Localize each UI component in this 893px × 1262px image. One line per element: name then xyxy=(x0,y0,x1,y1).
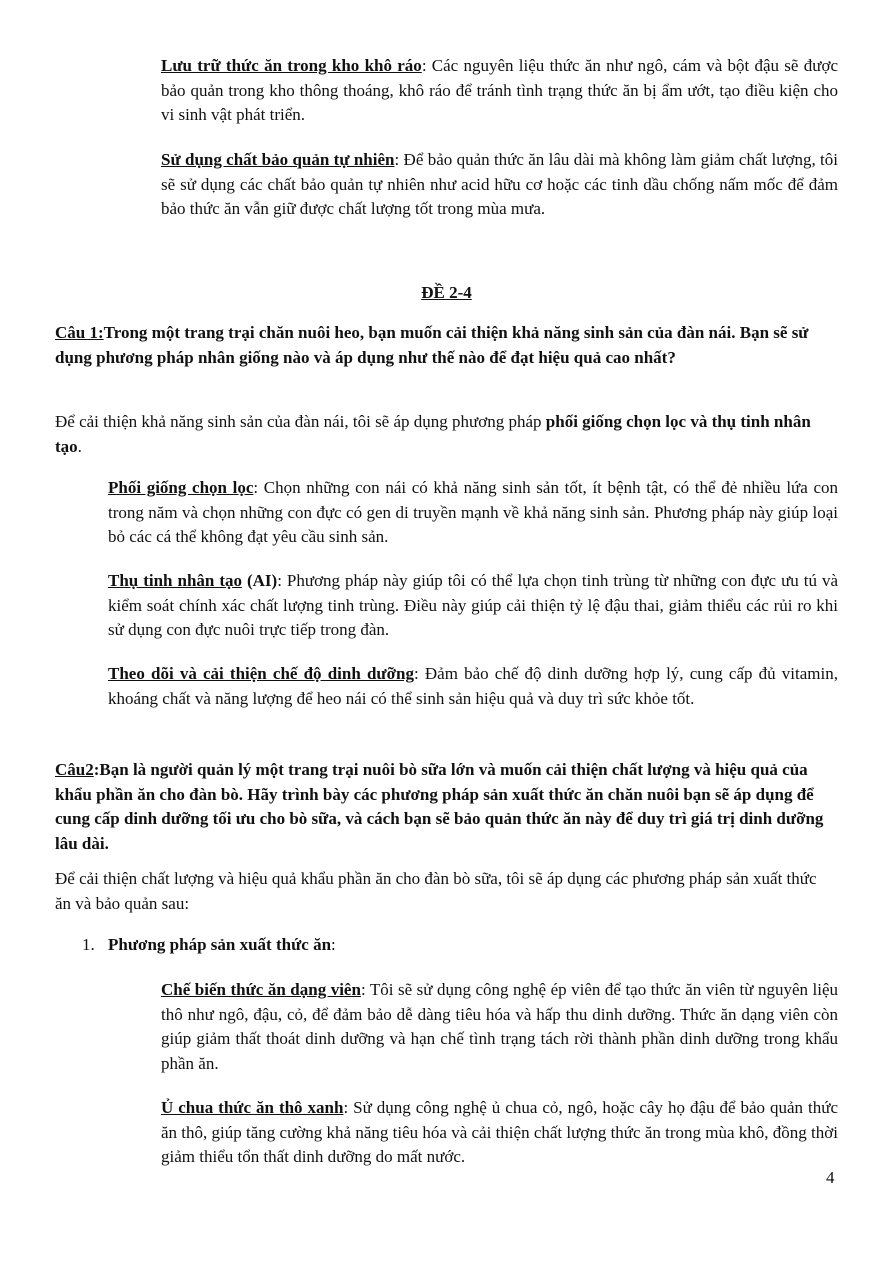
list-label: Phương pháp sản xuất thức ăn xyxy=(108,935,332,954)
section-title: ĐỀ 2-4 xyxy=(421,283,472,302)
paragraph-heading: Sử dụng chất bảo quản tự nhiên xyxy=(161,150,395,169)
question-text: Trong một trang trại chăn nuôi heo, bạn muốn cải thiện khả năng sinh sản của đàn nái. Bạn sẽ sử dụng phương pháp nhân giống nào và áp dụng như thế nào để đạt hiệu quả cao nhất? xyxy=(55,323,809,367)
numbered-list-item-1 xyxy=(82,933,782,958)
answer-2-intro: Để cải thiện chất lượng và hiệu quả khẩu phần ăn cho đàn bò sữa, tôi sẽ áp dụng các phương pháp sản xuất thức ăn và bảo quản sau: xyxy=(55,869,817,913)
item-artificial-insemination xyxy=(108,569,838,643)
page-number: 4 xyxy=(826,1168,835,1187)
item-heading-extra: (AI) xyxy=(242,571,278,590)
paragraph-text: : Các nguyên liệu thức ăn như ngô, cám và bột đậu sẽ được bảo quản trong kho thông thoáng, khô ráo để tránh tình trạng thức ăn bị ẩm ướt, tạo điều kiện cho vi sinh vật phát triển. xyxy=(161,56,838,124)
item-pellet-feed xyxy=(161,978,838,1076)
item-heading: Ủ chua thức ăn thô xanh xyxy=(161,1098,344,1117)
item-heading: Phối giống chọn lọc xyxy=(108,478,254,497)
item-text: : Sử dụng công nghệ ủ chua cỏ, ngô, hoặc cây họ đậu để bảo quản thức ăn thô, giúp tăng cường khả năng tiêu hóa và cải thiện chất lượng thức ăn trong mùa khô, đồng thời giảm thiểu tổn thất dinh dưỡng do mất nước. xyxy=(161,1098,839,1166)
item-heading: Theo dõi và cải thiện chế độ dinh dưỡng xyxy=(108,664,414,683)
item-silage xyxy=(161,1096,838,1170)
paragraph-text: : Để bảo quản thức ăn lâu dài mà không làm giảm chất lượng, tôi sẽ sử dụng các chất bảo quản tự nhiên như acid hữu cơ hoặc các tinh dầu chống nấm mốc để đảm bảo thức ăn vẫn giữ được chất lượng tốt trong mùa mưa. xyxy=(161,150,839,218)
item-selective-breeding xyxy=(108,476,838,550)
answer-intro-bold: phối giống chọn lọc và thụ tinh nhân tạo xyxy=(55,412,811,456)
answer-intro-text: Để cải thiện khả năng sinh sản của đàn nái, tôi sẽ áp dụng phương pháp xyxy=(55,412,546,431)
item-heading: Thụ tinh nhân tạo xyxy=(108,571,242,590)
item-text: : Chọn những con nái có khả năng sinh sản tốt, ít bệnh tật, có thể đẻ nhiều lứa con trong năm và chọn những con đực có gen di truyền mạnh về khả năng sinh sản. Phương pháp này giúp loại bỏ các cá thể không đạt yêu cầu sinh sản. xyxy=(108,478,838,546)
question-label: Câu2 xyxy=(55,760,94,779)
answer-1-intro xyxy=(55,410,840,459)
question-1 xyxy=(55,321,845,370)
question-2 xyxy=(55,758,845,856)
item-text: : Đảm bảo chế độ dinh dưỡng hợp lý, cung cấp đủ vitamin, khoáng chất và năng lượng để heo nái có thể sinh sản hiệu quả và duy trì sức khỏe tốt. xyxy=(108,664,838,708)
paragraph-heading: Lưu trữ thức ăn trong kho khô ráo xyxy=(161,56,422,75)
paragraph-storage-dry xyxy=(161,54,838,128)
list-colon: : xyxy=(331,935,336,954)
item-text: : Tôi sẽ sử dụng công nghệ ép viên để tạo thức ăn viên từ nguyên liệu thô như ngô, đậu, cỏ, để đảm bảo dễ dàng tiêu hóa và hấp thu dinh dưỡng. Thức ăn dạng viên còn giúp giảm thất thoát dinh dưỡng và hạn chế tình trạng tách rời thành phần dinh dưỡng trong khẩu phần ăn. xyxy=(161,980,839,1073)
item-text: : Phương pháp này giúp tôi có thể lựa chọn tinh trùng từ những con đực ưu tú và kiểm soát chính xác chất lượng tinh trùng. Điều này giúp cải thiện tỷ lệ đậu thai, giảm thiểu các rủi ro khi sử dụng con đực nuôi trực tiếp trong đàn. xyxy=(108,571,838,639)
question-text: :Bạn là người quản lý một trang trại nuôi bò sữa lớn và muốn cải thiện chất lượng và hiệu quả của khẩu phần ăn cho đàn bò. Hãy trình bày các phương pháp sản xuất thức ăn chăn nuôi bạn sẽ áp dụng để cung cấp dinh dưỡng tối ưu cho bò sữa, và cách bạn sẽ bảo quản thức ăn này để duy trì giá trị dinh dưỡng lâu dài. xyxy=(55,760,824,853)
item-heading: Chế biến thức ăn dạng viên xyxy=(161,980,361,999)
list-number: 1. xyxy=(82,935,95,954)
paragraph-natural-preservative xyxy=(161,148,838,222)
question-label: Câu 1: xyxy=(55,323,104,342)
answer-intro-end: . xyxy=(77,436,82,456)
item-nutrition-monitoring xyxy=(108,662,838,711)
